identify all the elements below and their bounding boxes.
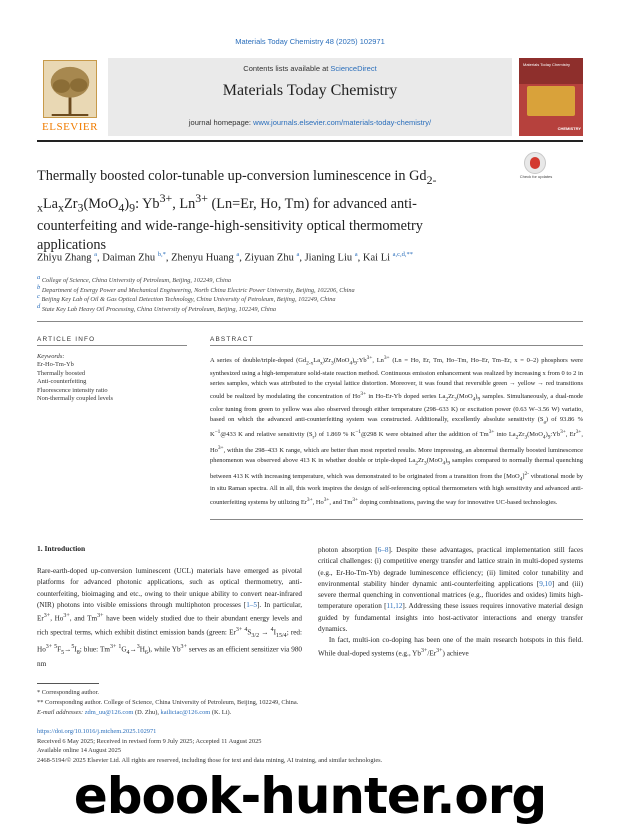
cover-artwork: [527, 86, 575, 116]
article-title: Thermally boosted color-tunable up-conversion luminescence in $Gd_{2-x}La_xZr_3(MoO_4)_9$: $Yb^{3+}$, $Ln^{3+}$ (Ln=Er, Ho, Tm) for advanced anti-counterfeiting and wide-range-high-sensitivity optical thermometry applications: [37, 168, 437, 253]
affiliation-a: $^a$ College of Science, China University of Petroleum, Beijing, 102249, China: [37, 274, 231, 285]
journal-cover-thumbnail: [519, 58, 583, 136]
homepage-line: [108, 118, 512, 127]
footnote-rule: [37, 683, 99, 684]
abstract-heading: ABSTRACT: [210, 336, 254, 343]
keyword-item: Er-Ho-Tm-Yb: [37, 361, 74, 369]
affiliation-b: $^b$ Department of Energy Power and Mechanical Engineering, North China Electric Power University, Beijing, 102206, China: [37, 283, 355, 294]
contents-line: [108, 64, 512, 73]
homepage-prefix: journal homepage:: [188, 118, 254, 127]
keyword-item: Thermally boosted: [37, 369, 86, 377]
keyword-item: Anti-counterfeiting: [37, 378, 87, 386]
footnote-corresponding-1: * Corresponding author.: [37, 689, 99, 696]
article-info-heading: ARTICLE INFO: [37, 336, 96, 343]
elsevier-tree-icon: [43, 60, 97, 118]
available-online: Available online 14 August 2025: [37, 747, 122, 754]
keyword-item: Fluorescence intensity ratio: [37, 386, 108, 394]
keywords-block: [37, 353, 197, 403]
elsevier-logo: [37, 58, 103, 136]
watermark: ebook-hunter.org: [73, 767, 547, 825]
abstract-text: A series of double/triple-doped $(Gd_{2-x}La_x)Zr_3(MoO_4)_9:Yb^{3+}$, $Ln^{3+}$ (Ln = Ho, Er, Tm, Ho–Tm, Ho–Er, Tm–Er, x = 0–2) phosphors were synthesized using a high-temperature solid-state reaction method. Continuous emission enhancement was realized by increasing x from 0 to 2 in series samples, which was attributed to the crystal lattice distortion. Moreover, it was found that reversible green → yellow → red transitions could be realized by modulating the concentration of $Ho^{3+}$ in Ho-Er-Yb doped series $La_2Zr_3(MoO_4)_9$ samples. Simultaneously, a dual-mode color tuning from green to yellow was also observed through either temperature (298–633 K) or excitation power (0.63 W–3.56 W) variatio, based on which the advanced anti-counterfeiting system was constructed. Additionally, excellently absolute sensitivity $(S_a)$ of 93.86 % $K^{-1}@433$ K and relative sensitivity $(S_r)$ of 1.869 % $K^{-1}@298$ K were obtained after the addition of $Tm^{3+}$ into $La_2Zr_3(MoO_4)_9:Yb^{3+}$, $Er^{3+}$, $Ho^{3+}$, within the 298–433 K range, which are better than most reported results. More impressing, an abnormal thermally boosted luminescence phenomenon was observed above 413 K in whether double or triple-doped $La_2Zr_3(MoO_4)_9$ samples compared to normally thermal quenching between 413 K with increasing temperature, which was demonstrated to be originated from a transition from the $[MoO_4]^{2-}$ vibrational mode by in situ Raman spectra. All in all, this work inspires the design of self-referencing optical thermometers with high sensitivity and advanced anti-counterfeiting systems by utilizing $Er^{3+}$, $Ho^{3+}$, and $Tm^{3+}$ doping combinations, paving the way for innovative UC-based technologies.: [210, 355, 584, 506]
journal-reference[interactable]: Materials Today Chemistry 48 (2025) 102971: [235, 37, 385, 46]
body-column-left: Rare-earth-doped up-conversion luminescent (UCL) materials have emerged as pivotal platforms for advanced photonic applications, such as optical thermometry, anti-counterfeiting, bioimaging and etc., owing to their unique ability to convert near-infrared (NIR) photons into visible emissions through multiphoton processes [1–5]. In particular, $Er^{3+}$, $Ho^{3+}$, and $Tm^{3+}$ have been widely studied due to their abundant energy levels and rich spectral terms, which exhibit distinct emission bands (green: $Er^{3+}$ $^4S_{3/2} \to ^4I_{15/4}$; red: $Ho^{3+}$ $^5F_5\to^5I_8$; blue: $Tm^{3+}$ $^1G_4\to^3H_6$), while $Yb^{3+}$ serves as an efficient sensitizer via 980 nm: [37, 567, 303, 668]
cover-title: Materials Today Chemistry: [523, 62, 571, 67]
abstract-rule: [210, 345, 583, 346]
copyright-line: 2468-5194/© 2025 Elsevier Ltd. All rights are reserved, including those for text and data mining, AI training, and similar technologies.: [37, 757, 383, 764]
body-column-right: photon absorption [6–8]. Despite these advantages, practical implementation still faces critical challenges: (i) competitive energy transfer and lattice strain in multi-doped systems (e.g., Er-Ho-Tm-Yb) degrade luminescence efficiency; (ii) limited color tunability and environmental stability hinder dynamic anti-counterfeiting applications [9,10] and (iii) severe thermal quenching in conventional matrices (e.g., fluorides and oxides) limits high-temperature operation [11,12]. Addressing these issues requires innovative material design guided by fundamental insights into host-activator interactions and energy transfer dynamics. In fact, multi-ion co-doping has been one of the main research hotspots in this field. While dual-doped systems (e.g., $Yb^{3+}/Er^{3+}$) achieve: [318, 546, 583, 658]
check-for-updates-button[interactable]: [521, 152, 551, 186]
author-list: Zhiyu Zhang $^a$, Daiman Zhu $^{b,*}$, Zhenyu Huang $^a$, Ziyuan Zhu $^a$, Jianing Liu $^a$, Kai Li $^{a,c,d,**}$: [37, 251, 414, 264]
journal-title: Materials Today Chemistry: [222, 82, 398, 99]
journal-homepage-link[interactable]: www.journals.elsevier.com/materials-today-chemistry/: [253, 118, 432, 127]
check-updates-label: Check for updates: [519, 174, 553, 179]
affiliation-d: $^d$ State Key Lab Heavy Oil Processing, China University of Petroleum, Beijing, 102249, China: [37, 302, 277, 313]
doi-link[interactable]: https://doi.org/10.1016/j.mtchem.2025.102971: [37, 728, 157, 735]
keyword-item: Non-thermally coupled levels: [37, 395, 113, 403]
introduction-heading: 1. Introduction: [37, 544, 86, 553]
footnote-emails: E-mail addresses: zdm_uu@126.com (D. Zhu), kailiciac@126.com (K. Li).: [37, 709, 232, 716]
cover-word: CHEMISTRY: [557, 126, 581, 131]
affiliation-rule: [37, 321, 583, 322]
elsevier-wordmark: ELSEVIER: [42, 121, 98, 133]
check-updates-icon: [524, 152, 546, 174]
keywords-label: Keywords:: [37, 353, 65, 360]
abstract-bottom-rule: [210, 519, 583, 520]
affiliation-c: $^c$ Beijing Key Lab of Oil & Gas Optical Detection Technology, China University of Petroleum, Beijing, 102249, China: [37, 293, 336, 304]
received-dates: Received 6 May 2025; Received in revised form 9 July 2025; Accepted 11 August 2025: [37, 738, 262, 745]
header-rule: [37, 140, 583, 142]
contents-prefix: Contents lists available at: [243, 64, 331, 73]
sciencedirect-link[interactable]: ScienceDirect: [330, 64, 377, 73]
footnote-corresponding-2: ** Corresponding author. College of Science, China University of Petroleum, Beijing, 102249, China.: [37, 699, 299, 706]
article-info-rule: [37, 345, 187, 346]
